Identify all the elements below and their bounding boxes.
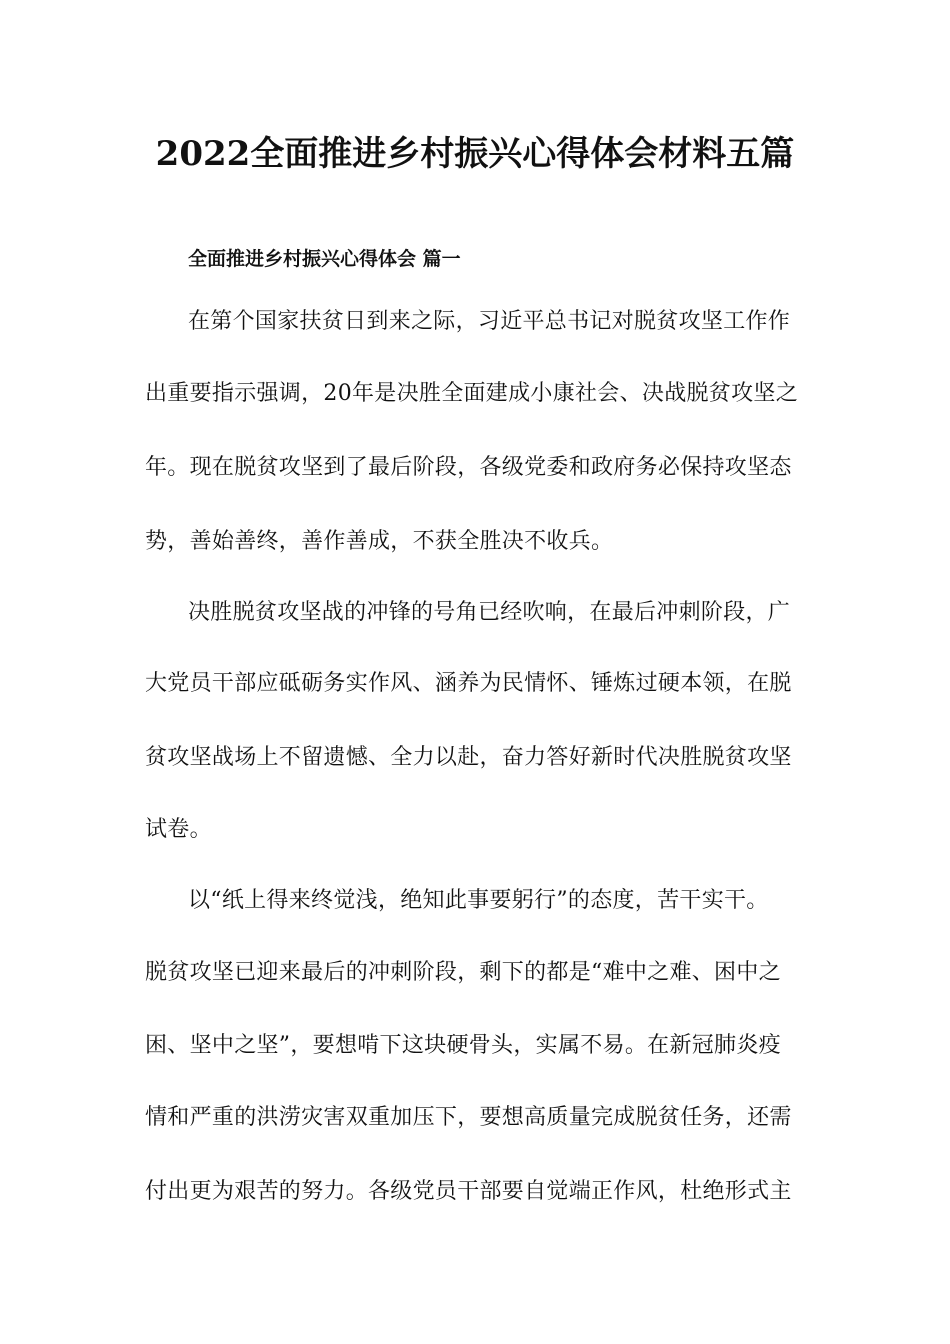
paragraph-1-line-4: 势，善始善终，善作善成，不获全胜决不收兵。 [145, 529, 614, 554]
paragraph-1-line-3: 年。现在脱贫攻坚到了最后阶段，各级党委和政府务必保持攻坚态 [145, 455, 792, 480]
paragraph-2-line-1: 决胜脱贫攻坚战的冲锋的号角已经吹响，在最后冲刺阶段，广 [188, 600, 791, 625]
paragraph-3-line-3: 困、坚中之坚”，要想啃下这块硬骨头，实属不易。在新冠肺炎疫 [145, 1033, 781, 1058]
section-heading: 全面推进乡村振兴心得体会 篇一 [188, 248, 461, 270]
document-title: 2022全面推进乡村振兴心得体会材料五篇 [155, 134, 795, 174]
paragraph-3-line-2: 脱贫攻坚已迎来最后的冲刺阶段，剩下的都是“难中之难、困中之 [145, 960, 781, 985]
paragraph-3-line-1: 以“纸上得来终觉浅，绝知此事要躬行”的态度，苦干实干。 [188, 888, 769, 913]
paragraph-1-line-2: 出重要指示强调，20年是决胜全面建成小康社会、决战脱贫攻坚之 [145, 381, 798, 406]
paragraph-2-line-4: 试卷。 [145, 817, 212, 842]
paragraph-3-line-5: 付出更为艰苦的努力。各级党员干部要自觉端正作风，杜绝形式主 [145, 1179, 792, 1204]
paragraph-3-line-4: 情和严重的洪涝灾害双重加压下，要想高质量完成脱贫任务，还需 [145, 1105, 792, 1130]
paragraph-2-line-3: 贫攻坚战场上不留遗憾、全力以赴，奋力答好新时代决胜脱贫攻坚 [145, 745, 792, 770]
paragraph-2-line-2: 大党员干部应砥砺务实作风、涵养为民情怀、锤炼过硬本领，在脱 [145, 671, 792, 696]
paragraph-1-line-1: 在第个国家扶贫日到来之际，习近平总书记对脱贫攻坚工作作 [188, 309, 791, 334]
